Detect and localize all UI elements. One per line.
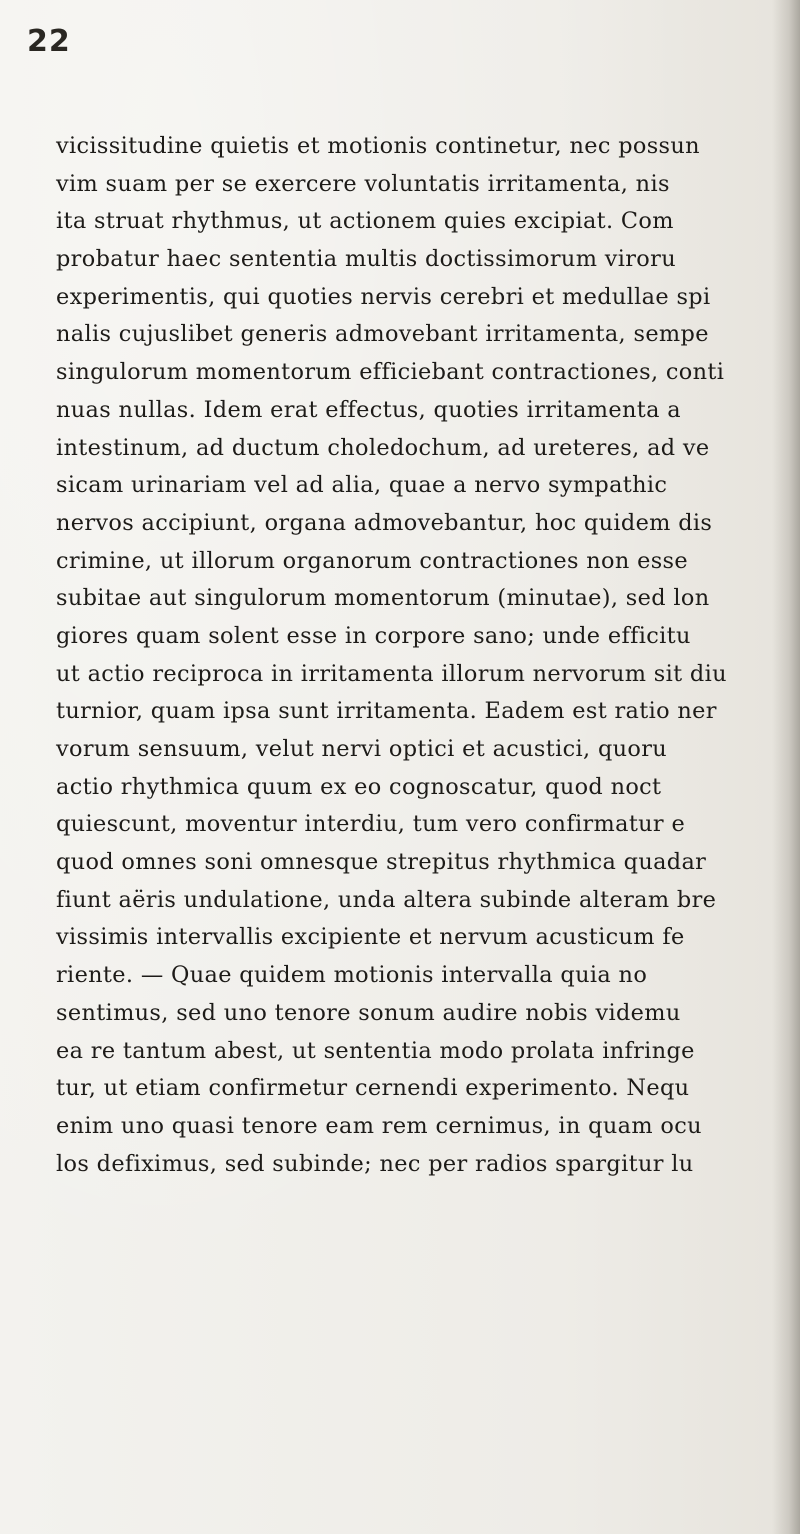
text-line: quiescunt, moventur interdiu, tum vero confirmatur e <box>56 811 686 838</box>
text-line: quod omnes soni omnesque strepitus rhythmica quadar <box>56 849 707 876</box>
text-line: sicam urinariam vel ad alia, quae a nervo sympathic <box>56 472 668 499</box>
text-line: ea re tantum abest, ut sententia modo prolata infringe <box>56 1037 695 1064</box>
text-line: giores quam solent esse in corpore sano; unde efficitu <box>56 622 691 649</box>
text-line: los defiximus, sed subinde; nec per radios spargitur lu <box>56 1150 694 1177</box>
body-text <box>56 128 800 1183</box>
text-line: experimentis, qui quoties nervis cerebri et medullae spi <box>56 283 711 310</box>
text-line: riente. — Quae quidem motionis intervalla quia no <box>56 962 648 989</box>
text-line: nalis cujuslibet generis admovebant irritamenta, sempe <box>56 321 709 348</box>
text-line: singulorum momentorum efficiebant contractiones, conti <box>56 359 725 386</box>
text-line: nuas nullas. Idem erat effectus, quoties irritamenta a <box>56 396 681 423</box>
text-line: fiunt aëris undulatione, unda altera subinde alteram bre <box>56 886 717 913</box>
text-line: vissimis intervallis excipiente et nervum acusticum fe <box>56 924 685 951</box>
text-line: ita struat rhythmus, ut actionem quies excipiat. Com <box>56 208 674 235</box>
text-line: intestinum, ad ductum choledochum, ad ureteres, ad ve <box>56 434 710 461</box>
text-line: subitae aut singulorum momentorum (minutae), sed lon <box>56 585 710 612</box>
text-line: ut actio reciproca in irritamenta illorum nervorum sit diu <box>56 660 727 687</box>
text-line: enim uno quasi tenore eam rem cernimus, in quam ocu <box>56 1112 702 1139</box>
text-line: vorum sensuum, velut nervi optici et acustici, quoru <box>56 736 668 762</box>
text-line: crimine, ut illorum organorum contractiones non esse <box>56 547 688 574</box>
text-line: turnior, quam ipsa sunt irritamenta. Eadem est ratio ner <box>56 698 717 725</box>
text-line: tur, ut etiam confirmetur cernendi experimento. Nequ <box>56 1075 690 1102</box>
text-line: nervos accipiunt, organa admovebantur, hoc quidem dis <box>56 509 713 536</box>
text-line: probatur haec sententia multis doctissimorum viroru <box>56 246 676 273</box>
text-line: sentimus, sed uno tenore sonum audire nobis videmu <box>56 999 681 1026</box>
text-line: vicissitudine quietis et motionis continetur, nec possun <box>56 133 700 159</box>
text-line: actio rhythmica quum ex eo cognoscatur, quod noct <box>56 773 662 800</box>
text-line: vim suam per se exercere voluntatis irritamenta, nis <box>56 170 670 197</box>
page-number: 22 <box>27 24 71 59</box>
